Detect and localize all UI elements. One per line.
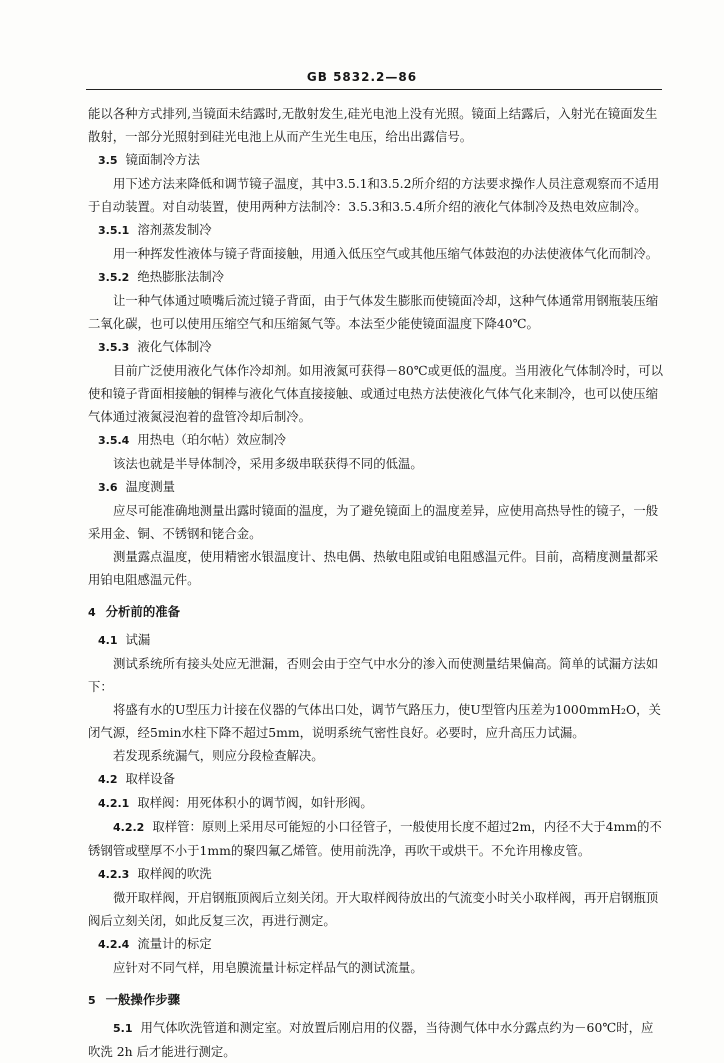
paragraph: 该法也就是半导体制冷，采用多级串联获得不同的低温。	[113, 456, 423, 471]
section-heading-4-1: 4.1 试漏	[98, 632, 151, 647]
paragraph: 用一种挥发性液体与镜子背面接触，用通入低压空气或其他压缩气体鼓泡的办法使液体气化而制冷。	[113, 246, 659, 261]
paragraph: 若发现系统漏气，则应分段检查解决。	[113, 748, 324, 763]
section-heading-4-2-4: 4.2.4 流量计的标定	[98, 936, 212, 951]
paragraph: 能以各种方式排列,当镜面未结露时,无散射发生,硅光电池上没有光照。镜面上结露后，入射光在镜面发生散射，一部分光照射到硅光电池上从而产生光生电压，给出出露信号。	[88, 106, 658, 144]
clause-4-2-1: 4.2.1 取样阀：用死体积小的调节阀，如针形阀。	[98, 795, 373, 810]
section-heading-4-2: 4.2 取样设备	[98, 771, 176, 786]
section-heading-3-5-1: 3.5.1 溶剂蒸发制冷	[98, 222, 212, 237]
section-heading-4-2-3: 4.2.3 取样阀的吹洗	[98, 866, 212, 881]
section-heading-3-5: 3.5 镜面制冷方法	[98, 152, 200, 167]
clause-4-2-2: 4.2.2 取样管：原则上采用尽可能短的小口径管子，一般使用长度不超过2m，内径不大于4mm的不锈钢管或壁厚不小于1mm的聚四氟乙烯管。使用前洗净，再吹干或烘干。不允许用橡皮管。	[88, 819, 662, 858]
paragraph: 用下述方法来降低和调节镜子温度，其中3.5.1和3.5.2所介绍的方法要求操作人员注意观察而不适用于自动装置。对自动装置，使用两种方法制冷：3.5.3和3.5.4所介绍的液化气体制冷及热电效应制冷。	[88, 176, 660, 214]
section-heading-3-5-2: 3.5.2 绝热膨胀法制冷	[98, 269, 225, 284]
paragraph: 将盛有水的U型压力计接在仪器的气体出口处，调节气路压力，使U型管内压差为1000mmH₂O，关闭气源，经5min水柱下降不超过5mm，说明系统气密性良好。必要时，应升高压力试漏。	[88, 702, 661, 740]
standard-number-header: GB 5832.2—86	[306, 70, 418, 84]
paragraph: 目前广泛使用液化气体作冷却剂。如用液氮可获得－80℃或更低的温度。当用液化气体制冷时，可以使和镜子背面相接触的铜棒与液化气体直接接触、或通过电热方法使液化气体气化来制冷，也可以使压缩气体通过液氮浸泡着的盘管冷却后制冷。	[88, 363, 664, 424]
clause-5-1: 5.1 用气体吹洗管道和测定室。对放置后刚启用的仪器，当待测气体中水分露点约为－60℃时，应吹洗 2h 后才能进行测定。	[88, 1020, 654, 1059]
paragraph: 测量露点温度，使用精密水银温度计、热电偶、热敏电阻或铂电阻感温元件。目前，高精度测量都采用铂电阻感温元件。	[88, 549, 659, 587]
paragraph: 让一种气体通过喷嘴后流过镜子背面，由于气体发生膨胀而使镜面冷却，这种气体通常用钢瓶装压缩二氧化碳，也可以使用压缩空气和压缩氮气等。本法至少能使镜面温度下降40℃。	[88, 293, 659, 331]
section-heading-3-5-3: 3.5.3 液化气体制冷	[98, 339, 212, 354]
section-heading-3-5-4: 3.5.4 用热电（珀尔帖）效应制冷	[98, 432, 287, 447]
paragraph: 测试系统所有接头处应无泄漏，否则会由于空气中水分的渗入而使测量结果偏高。简单的试漏方法如下：	[88, 656, 659, 694]
paragraph: 微开取样阀，开启钢瓶顶阀后立刻关闭。开大取样阀待放出的气流变小时关小取样阀，再开启钢瓶顶阀后立刻关闭，如此反复三次，再进行测定。	[88, 890, 659, 928]
header-rule	[86, 89, 662, 90]
section-heading-5: 5 一般操作步骤	[88, 992, 180, 1007]
section-heading-3-6: 3.6 温度测量	[98, 479, 176, 494]
section-heading-4: 4 分析前的准备	[88, 604, 180, 619]
paragraph: 应针对不同气样，用皂膜流量计标定样品气的测试流量。	[113, 960, 423, 975]
document-body	[88, 102, 664, 1063]
paragraph: 应尽可能准确地测量出露时镜面的温度，为了避免镜面上的温度差异，应使用高热导性的镜子，一般采用金、铜、不锈钢和铑合金。	[88, 503, 659, 541]
